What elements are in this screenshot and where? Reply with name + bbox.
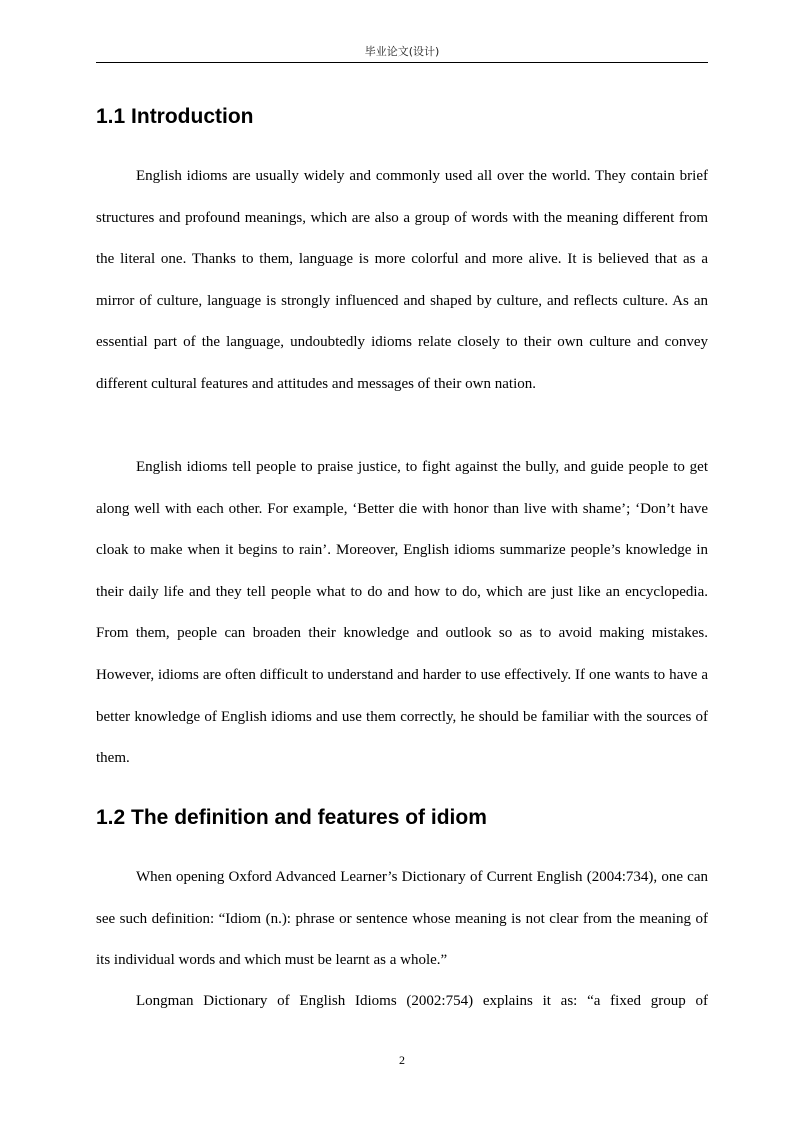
paragraph-introduction-2: English idioms tell people to praise justice, to fight against the bully, and guide people to get along well with each other. For example, ‘Better die with honor than live with shame’; ‘Don’t have cloak to make when it begins to rain’. Moreover, English idioms summarize people’s knowledge in their daily life and they tell people what to do and how to do, which are just like an encyclopedia. From them, people can broaden their knowledge and outlook so as to avoid making mistakes. However, idioms are often difficult to understand and harder to use effectively. If one wants to have a better knowledge of English idioms and use them correctly, he should be familiar with the sources of them. [96,459,708,767]
page-number: 2 [399,1053,405,1067]
section-heading-introduction: 1.1 Introduction [96,105,254,128]
paragraph-introduction-1: English idioms are usually widely and commonly used all over the world. They contain brief structures and profound meanings, which are also a group of words with the meaning different from the literal one. Thanks to them, language is more colorful and more alive. It is believed that as a mirror of culture, language is strongly influenced and shaped by culture, and reflects culture. As an essential part of the language, undoubtedly idioms relate closely to their own culture and convey different cultural features and attitudes and messages of their own nation. [96,168,708,392]
header-rule [96,62,708,63]
section-heading-definition: 1.2 The definition and features of idiom [96,806,487,829]
paragraph-definition-2: Longman Dictionary of English Idioms (2002:754) explains it as: “a fixed group of [136,993,708,1009]
running-header: 毕业论文(设计) [364,45,440,58]
paragraph-definition-1: When opening Oxford Advanced Learner’s Dictionary of Current English (2004:734), one can see such definition: “Idiom (n.): phrase or sentence whose meaning is not clear from the meaning of its individual words and which must be learnt as a whole.” [96,869,708,969]
